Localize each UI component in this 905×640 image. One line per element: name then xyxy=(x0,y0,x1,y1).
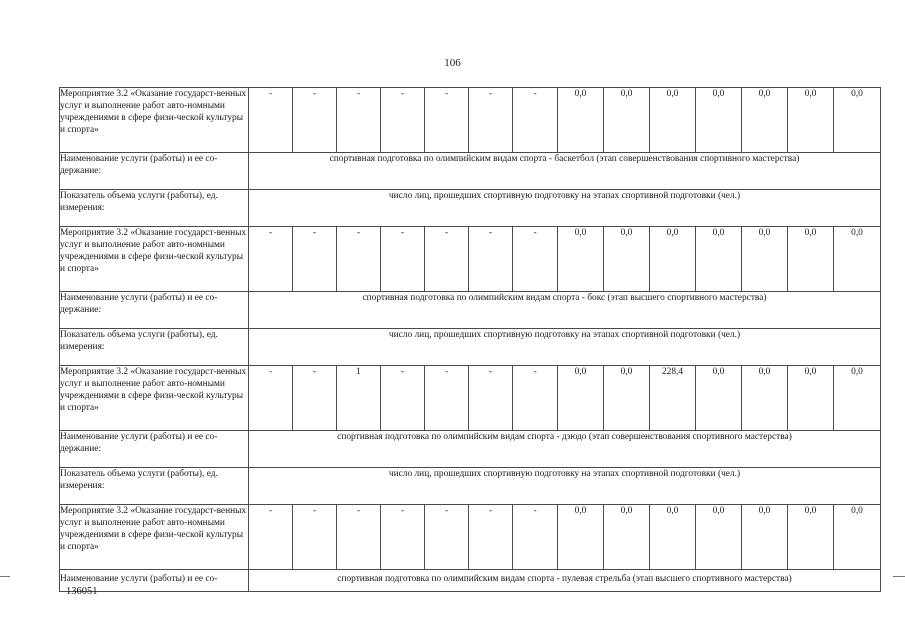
programme-table xyxy=(59,87,881,592)
value-cell: 0,0 xyxy=(834,505,881,570)
row-label: Наименование услуги (работы) и ее со-держание: xyxy=(60,153,249,190)
value-cell: 0,0 xyxy=(558,88,604,153)
table-row xyxy=(60,227,881,292)
value-cell: 0,0 xyxy=(696,227,742,292)
document-code: 136051 xyxy=(66,586,98,597)
value-cell: 0,0 xyxy=(834,366,881,431)
table-body xyxy=(60,88,881,592)
value-cell: 0,0 xyxy=(604,505,650,570)
row-label: Наименование услуги (работы) и ее со-держание: xyxy=(60,431,249,468)
value-cell: - xyxy=(469,366,513,431)
table-row xyxy=(60,88,881,153)
row-label: Показатель объема услуги (работы), ед. измерения: xyxy=(60,190,249,227)
value-cell: - xyxy=(513,227,558,292)
value-cell: 0,0 xyxy=(788,366,834,431)
value-cell: - xyxy=(513,366,558,431)
right-edge-mark xyxy=(893,576,905,577)
value-cell: 0,0 xyxy=(742,88,788,153)
value-cell: - xyxy=(249,366,293,431)
value-cell: - xyxy=(469,227,513,292)
value-cell: - xyxy=(425,366,469,431)
value-cell: 0,0 xyxy=(604,366,650,431)
value-cell: 0,0 xyxy=(834,88,881,153)
value-cell: 0,0 xyxy=(650,505,696,570)
value-cell: 0,0 xyxy=(558,227,604,292)
table-row xyxy=(60,505,881,570)
value-cell: 228,4 xyxy=(650,366,696,431)
value-cell: 0,0 xyxy=(742,505,788,570)
value-cell: 0,0 xyxy=(742,227,788,292)
table-row xyxy=(60,329,881,366)
table-row xyxy=(60,292,881,329)
value-cell: - xyxy=(337,88,381,153)
value-cell: - xyxy=(469,505,513,570)
value-cell: - xyxy=(249,227,293,292)
indicator-text: число лиц, прошедших спортивную подготовку на этапах спортивной подготовки (чел.) xyxy=(249,190,881,227)
value-cell: 0,0 xyxy=(788,227,834,292)
row-label: Наименование услуги (работы) и ее со-держание: xyxy=(60,292,249,329)
value-cell: - xyxy=(469,88,513,153)
value-cell: - xyxy=(381,88,425,153)
table-row xyxy=(60,366,881,431)
value-cell: - xyxy=(381,366,425,431)
service-text: спортивная подготовка по олимпийским видам спорта - баскетбол (этап совершенствования спортивного мастерства) xyxy=(249,153,881,190)
row-label: Мероприятие 3.2 «Оказание государст-венных услуг и выполнение работ авто-номными учреждениями в сфере физи-ческой культуры и спорта» xyxy=(60,505,249,570)
value-cell: 0,0 xyxy=(604,88,650,153)
value-cell: - xyxy=(337,227,381,292)
value-cell: - xyxy=(425,88,469,153)
value-cell: 0,0 xyxy=(558,366,604,431)
value-cell: - xyxy=(513,88,558,153)
page-number: 106 xyxy=(444,57,461,69)
table-row xyxy=(60,431,881,468)
value-cell: - xyxy=(381,227,425,292)
service-text: спортивная подготовка по олимпийским видам спорта - пулевая стрельба (этап высшего спортивного мастерства) xyxy=(249,570,881,592)
value-cell: - xyxy=(513,505,558,570)
value-cell: - xyxy=(293,505,337,570)
value-cell: - xyxy=(249,505,293,570)
table-row xyxy=(60,190,881,227)
row-label: Мероприятие 3.2 «Оказание государст-венных услуг и выполнение работ авто-номными учреждениями в сфере физи-ческой культуры и спорта» xyxy=(60,227,249,292)
value-cell: - xyxy=(425,227,469,292)
value-cell: 0,0 xyxy=(696,88,742,153)
service-text: спортивная подготовка по олимпийским видам спорта - дзюдо (этап совершенствования спортивного мастерства) xyxy=(249,431,881,468)
value-cell: - xyxy=(381,505,425,570)
row-label: Мероприятие 3.2 «Оказание государст-венных услуг и выполнение работ авто-номными учреждениями в сфере физи-ческой культуры и спорта» xyxy=(60,88,249,153)
value-cell: - xyxy=(425,505,469,570)
left-edge-mark xyxy=(0,576,10,577)
value-cell: 0,0 xyxy=(788,88,834,153)
value-cell: - xyxy=(293,366,337,431)
value-cell: 0,0 xyxy=(742,366,788,431)
value-cell: - xyxy=(293,88,337,153)
row-label: Мероприятие 3.2 «Оказание государст-венных услуг и выполнение работ авто-номными учреждениями в сфере физи-ческой культуры и спорта» xyxy=(60,366,249,431)
value-cell: 0,0 xyxy=(604,227,650,292)
value-cell: 0,0 xyxy=(558,505,604,570)
row-label: Показатель объема услуги (работы), ед. измерения: xyxy=(60,329,249,366)
table-row xyxy=(60,570,881,592)
indicator-text: число лиц, прошедших спортивную подготовку на этапах спортивной подготовки (чел.) xyxy=(249,329,881,366)
service-text: спортивная подготовка по олимпийским видам спорта - бокс (этап высшего спортивного мастерства) xyxy=(249,292,881,329)
table-row xyxy=(60,153,881,190)
value-cell: 0,0 xyxy=(696,505,742,570)
indicator-text: число лиц, прошедших спортивную подготовку на этапах спортивной подготовки (чел.) xyxy=(249,468,881,505)
value-cell: 0,0 xyxy=(696,366,742,431)
value-cell: - xyxy=(337,505,381,570)
value-cell: 0,0 xyxy=(650,88,696,153)
value-cell: - xyxy=(293,227,337,292)
row-label: Наименование услуги (работы) и ее со- xyxy=(60,570,249,592)
value-cell: - xyxy=(249,88,293,153)
value-cell: 0,0 xyxy=(834,227,881,292)
value-cell: 0,0 xyxy=(650,227,696,292)
table-row xyxy=(60,468,881,505)
value-cell: 1 xyxy=(337,366,381,431)
row-label: Показатель объема услуги (работы), ед. измерения: xyxy=(60,468,249,505)
value-cell: 0,0 xyxy=(788,505,834,570)
